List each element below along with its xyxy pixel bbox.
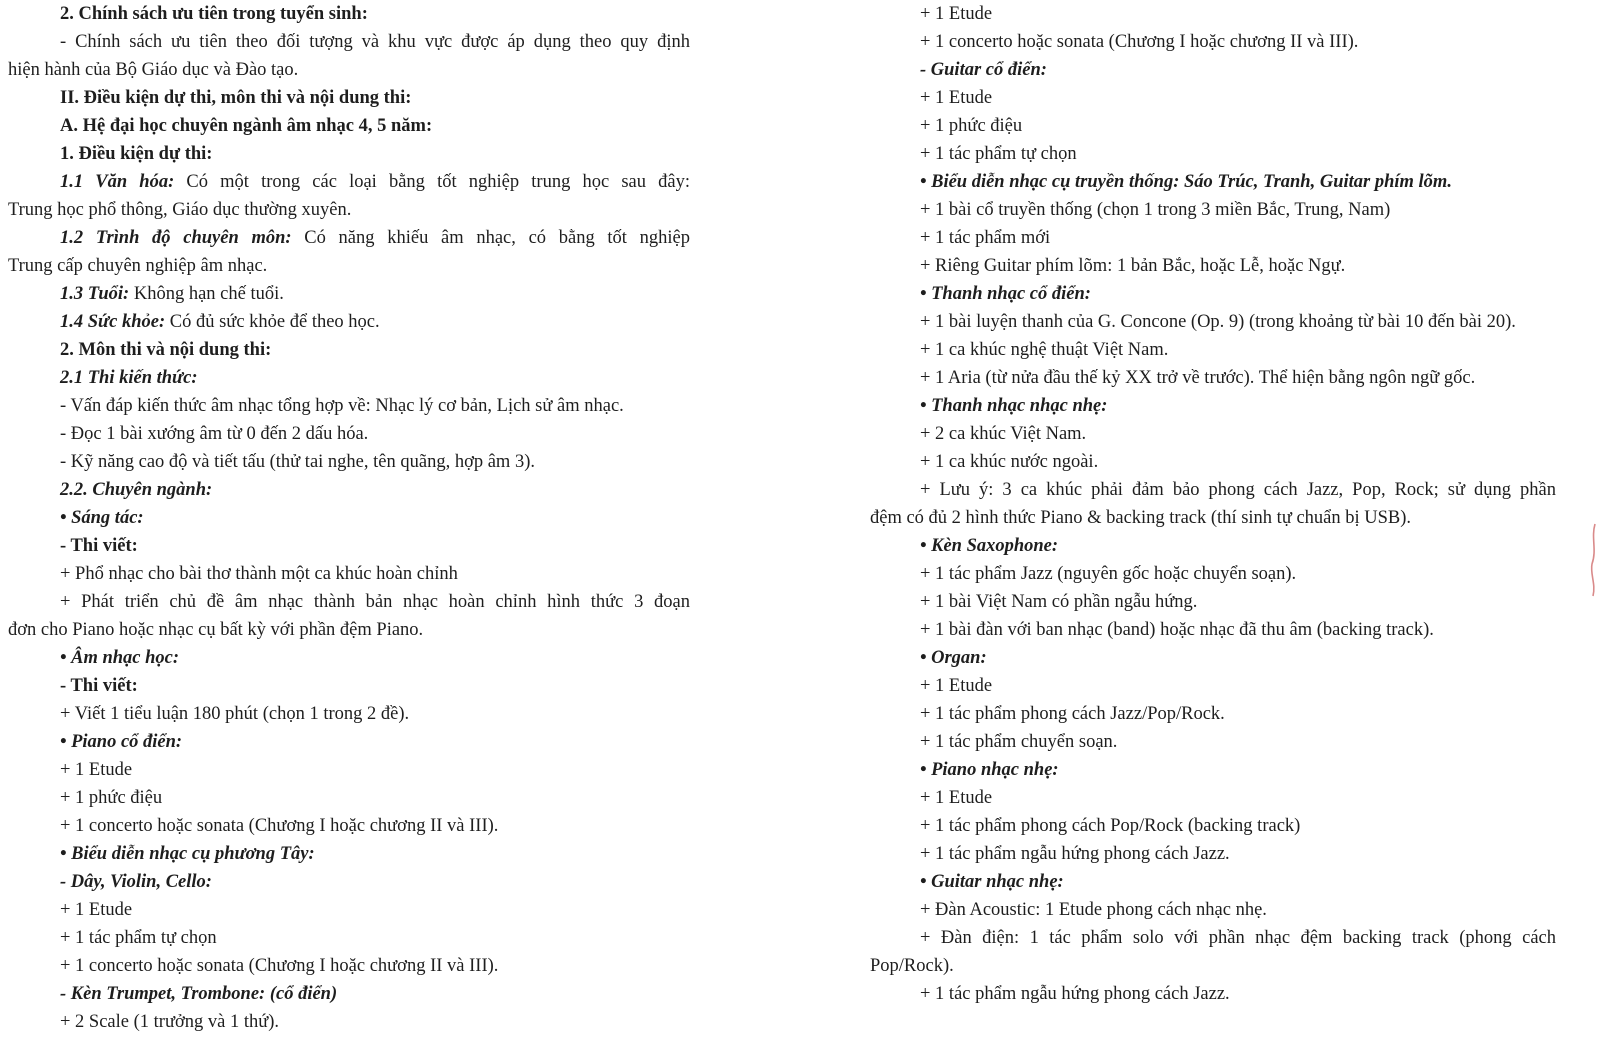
left-line: - Kỹ năng cao độ và tiết tấu (thử tai nghe, tên quãng, hợp âm 3). (60, 452, 535, 472)
right-line: + 1 tác phẩm phong cách Pop/Rock (backing track) (920, 816, 1301, 836)
left-line: Trung học phổ thông, Giáo dục thường xuyên. (8, 200, 352, 220)
left-line: - Thi viết: (60, 676, 138, 696)
right-line: + 1 tác phẩm ngẫu hứng phong cách Jazz. (920, 984, 1230, 1004)
right-line: + 1 Aria (từ nửa đầu thế kỷ XX trở về trước). Thể hiện bằng ngôn ngữ gốc. (920, 368, 1476, 388)
left-line: • Sáng tác: (60, 508, 144, 528)
right-line: + Lưu ý: 3 ca khúc phải đảm bảo phong cách Jazz, Pop, Rock; sử dụng phần (920, 480, 1556, 500)
right-line: • Biểu diễn nhạc cụ truyền thống: Sáo Trúc, Tranh, Guitar phím lõm. (920, 172, 1452, 192)
right-line: + 1 Etude (920, 788, 993, 808)
left-line: • Biểu diễn nhạc cụ phương Tây: (60, 844, 315, 864)
left-line (60, 228, 690, 248)
right-line: + 1 concerto hoặc sonata (Chương I hoặc chương II và III). (920, 32, 1359, 52)
right-line: Pop/Rock). (870, 956, 954, 976)
line-label: 1.1 Văn hóa: (60, 172, 175, 192)
right-line: + 1 tác phẩm chuyển soạn. (920, 732, 1118, 752)
left-line: 2. Chính sách ưu tiên trong tuyển sinh: (60, 4, 368, 24)
right-line: • Kèn Saxophone: (920, 536, 1059, 556)
margin-handwriting-mark (1588, 520, 1598, 600)
right-line: + 1 bài cổ truyền thống (chọn 1 trong 3 miền Bắc, Trung, Nam) (920, 200, 1391, 220)
line-label: 1.2 Trình độ chuyên môn: (60, 228, 292, 248)
left-line: 2.2. Chuyên ngành: (60, 480, 213, 500)
right-line: + 1 bài Việt Nam có phần ngẫu hứng. (920, 592, 1198, 612)
left-line: + 1 Etude (60, 900, 133, 920)
left-line: - Chính sách ưu tiên theo đối tượng và khu vực được áp dụng theo quy định (60, 32, 690, 52)
right-line: + 1 Etude (920, 676, 993, 696)
left-line (60, 312, 380, 332)
right-line: + Riêng Guitar phím lõm: 1 bản Bắc, hoặc Lễ, hoặc Ngự. (920, 256, 1346, 276)
right-line: + 1 tác phẩm phong cách Jazz/Pop/Rock. (920, 704, 1225, 724)
left-line: hiện hành của Bộ Giáo dục và Đào tạo. (8, 60, 299, 80)
line-label: 1.4 Sức khỏe: (60, 312, 166, 332)
line-text: Không hạn chế tuổi. (129, 284, 284, 304)
left-line: - Kèn Trumpet, Trombone: (cổ điển) (60, 984, 338, 1004)
right-line: • Thanh nhạc nhạc nhẹ: (920, 396, 1108, 416)
right-line: + 1 tác phẩm Jazz (nguyên gốc hoặc chuyển soạn). (920, 564, 1297, 584)
right-line: + 1 bài luyện thanh của G. Concone (Op. 9) (trong khoảng từ bài 10 đến bài 20). (920, 312, 1516, 332)
line-text: Có năng khiếu âm nhạc, có bằng tốt nghiệp (291, 228, 690, 248)
right-line: + 2 ca khúc Việt Nam. (920, 424, 1087, 444)
line-text: Có một trong các loại bằng tốt nghiệp trung học sau đây: (174, 172, 690, 192)
left-line: + 1 Etude (60, 760, 133, 780)
left-line: • Piano cổ điển: (60, 732, 183, 752)
line-text: Có đủ sức khỏe để theo học. (165, 312, 380, 332)
left-line: - Thi viết: (60, 536, 138, 556)
left-line: + Viết 1 tiểu luận 180 phút (chọn 1 trong 2 đề). (60, 704, 410, 724)
right-line: • Guitar nhạc nhẹ: (920, 872, 1064, 892)
left-line: • Âm nhạc học: (60, 648, 180, 668)
left-line: đơn cho Piano hoặc nhạc cụ bất kỳ với phần đệm Piano. (8, 620, 424, 640)
right-line: + 1 ca khúc nước ngoài. (920, 452, 1099, 472)
left-line: Trung cấp chuyên nghiệp âm nhạc. (8, 256, 268, 276)
left-line (60, 172, 690, 192)
left-line: + Phát triển chủ đề âm nhạc thành bản nhạc hoàn chỉnh hình thức 3 đoạn (60, 592, 690, 612)
right-line: đệm có đủ 2 hình thức Piano & backing track (thí sinh tự chuẩn bị USB). (870, 508, 1412, 528)
right-line: + 1 Etude (920, 4, 993, 24)
right-line: • Thanh nhạc cổ điển: (920, 284, 1091, 304)
left-line: II. Điều kiện dự thi, môn thi và nội dung thi: (60, 88, 412, 108)
right-line: + 1 tác phẩm ngẫu hứng phong cách Jazz. (920, 844, 1230, 864)
left-line: + Phổ nhạc cho bài thơ thành một ca khúc hoàn chỉnh (60, 564, 458, 584)
right-line: • Piano nhạc nhẹ: (920, 760, 1059, 780)
left-line: + 1 phức điệu (60, 788, 163, 808)
left-line: + 2 Scale (1 trưởng và 1 thứ). (60, 1012, 280, 1032)
left-line: A. Hệ đại học chuyên ngành âm nhạc 4, 5 năm: (60, 116, 433, 136)
left-line: + 1 concerto hoặc sonata (Chương I hoặc chương II và III). (60, 956, 499, 976)
left-line: + 1 tác phẩm tự chọn (60, 928, 217, 948)
right-line: + 1 Etude (920, 88, 993, 108)
left-line: - Dây, Violin, Cello: (60, 872, 212, 892)
right-line: - Guitar cổ điển: (920, 60, 1047, 80)
right-line: + Đàn điện: 1 tác phẩm solo với phần nhạc đệm backing track (phong cách (920, 928, 1556, 948)
left-line: 1. Điều kiện dự thi: (60, 144, 213, 164)
left-line (60, 284, 284, 304)
line-label: 1.3 Tuổi: (60, 284, 130, 304)
left-line: + 1 concerto hoặc sonata (Chương I hoặc chương II và III). (60, 816, 499, 836)
right-line: + 1 tác phẩm tự chọn (920, 144, 1077, 164)
right-line: + 1 ca khúc nghệ thuật Việt Nam. (920, 340, 1169, 360)
right-line: • Organ: (920, 648, 987, 668)
left-line: - Vấn đáp kiến thức âm nhạc tổng hợp về: Nhạc lý cơ bản, Lịch sử âm nhạc. (60, 396, 624, 416)
left-line: 2.1 Thi kiến thức: (60, 368, 198, 388)
right-line: + 1 phức điệu (920, 116, 1023, 136)
left-line: - Đọc 1 bài xướng âm từ 0 đến 2 dấu hóa. (60, 424, 369, 444)
right-line: + Đàn Acoustic: 1 Etude phong cách nhạc nhẹ. (920, 900, 1267, 920)
left-line: 2. Môn thi và nội dung thi: (60, 340, 272, 360)
right-line: + 1 tác phẩm mới (920, 228, 1051, 248)
right-line: + 1 bài đàn với ban nhạc (band) hoặc nhạc đã thu âm (backing track). (920, 620, 1434, 640)
